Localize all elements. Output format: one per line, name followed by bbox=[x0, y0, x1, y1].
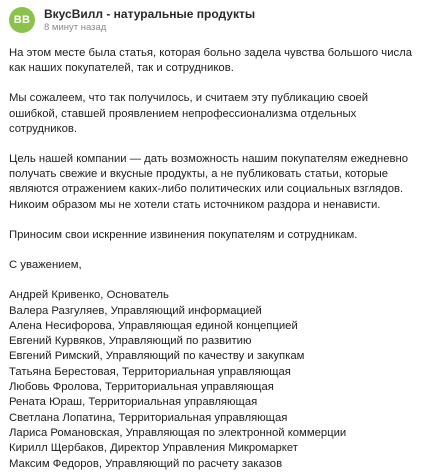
closing-line: С уважением, bbox=[9, 259, 82, 272]
post-header-text bbox=[44, 6, 255, 34]
signer-line: Лариса Романовская, Управляющая по электронной коммерции bbox=[9, 426, 347, 439]
signer-line: Кирилл Щербаков, Директор Управления Микромаркет bbox=[9, 442, 298, 455]
signer-line: Валера Разгуляев, Управляющий информацией bbox=[9, 304, 262, 317]
post-timestamp[interactable]: 8 минут назад bbox=[44, 22, 107, 33]
post-paragraph: Мы сожалеем, что так получилось, и считаем эту публикацию своей ошибкой, ставшей проявлением непрофессионализма отдельных сотрудников. bbox=[9, 92, 369, 135]
post-body bbox=[9, 46, 416, 472]
signer-line: Рената Юраш, Территориальная управляющая bbox=[9, 396, 258, 409]
signer-line: Евгений Римский, Управляющий по качеству и закупкам bbox=[9, 350, 305, 363]
post-paragraph: Приносим свои искренние извинения покупателям и сотрудникам. bbox=[9, 228, 358, 241]
post-header bbox=[9, 6, 416, 40]
signer-line: Татьяна Берестовая, Территориальная управляющая bbox=[9, 365, 291, 378]
signer-line: Алена Несифорова, Управляющая единой концепцией bbox=[9, 319, 298, 332]
signer-line: Светлана Лопатина, Территориальная управляющая bbox=[9, 411, 288, 424]
signer-line: Максим Федоров, Управляющий по расчету заказов bbox=[9, 457, 283, 470]
post-paragraph: Цель нашей компании — дать возможность нашим покупателям ежедневно получать свежие и вкусные продукты, а не публиковать статьи, которые являются отражением каких-либо политических или социальных взглядов. Никоим образом мы не хотели стать источником раздора и ненависти. bbox=[9, 153, 409, 211]
signer-line: Андрей Кривенко, Основатель bbox=[9, 289, 169, 302]
signers-list bbox=[9, 288, 416, 472]
author-avatar[interactable]: ВВ bbox=[9, 7, 35, 33]
post-paragraph: На этом месте была статья, которая больно задела чувства большого числа как наших покупателей, так и сотрудников. bbox=[9, 47, 413, 75]
signer-line: Любовь Фролова, Территориальная управляющая bbox=[9, 381, 274, 394]
signer-line: Евгений Курвяков, Управляющий по развитию bbox=[9, 335, 252, 348]
author-name[interactable]: ВкусВилл - натуральные продукты bbox=[44, 7, 256, 21]
